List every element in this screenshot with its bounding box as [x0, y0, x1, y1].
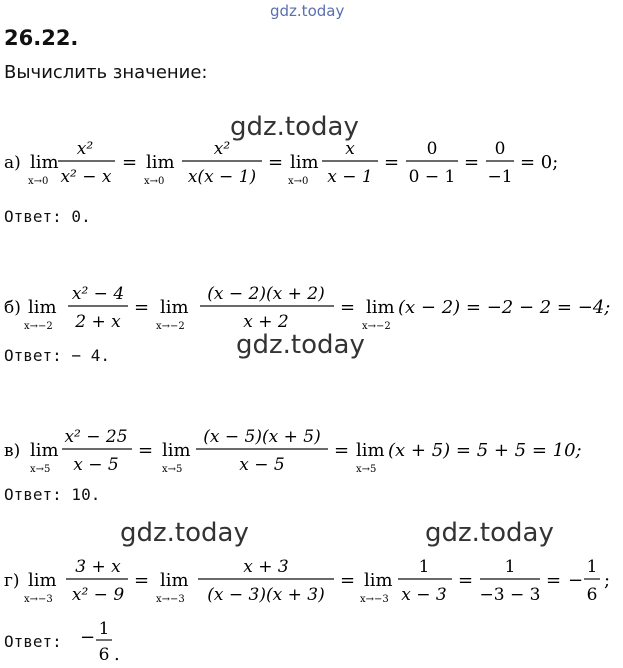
lim-under-a-3: x→0: [288, 176, 309, 187]
lim-g-1: lim: [28, 570, 57, 591]
watermark-a: gdz.today: [230, 112, 359, 142]
svg-text:=: =: [340, 297, 356, 318]
lim-b-3: lim: [366, 297, 395, 318]
lim-under-g-3: x→−3: [360, 594, 389, 605]
svg-text:=: =: [122, 152, 138, 173]
frac-den-a-3: x − 1: [327, 167, 373, 187]
frac-num-g-2: x + 3: [243, 557, 289, 577]
frac-den-v-2: x − 5: [239, 455, 285, 475]
lim-under-g-1: x→−3: [24, 594, 53, 605]
lim-g-3: lim: [364, 570, 393, 591]
frac-den-g-1: x² − 9: [71, 585, 125, 605]
frac-den-a-5: −1: [487, 167, 513, 187]
answer-a: Ответ: 0.: [4, 207, 91, 226]
lim-a-3: lim: [290, 152, 319, 173]
svg-text:=: =: [340, 570, 356, 591]
watermark-g-right: gdz.today: [425, 518, 554, 548]
answer-g-num: 1: [98, 619, 110, 639]
svg-text:=: =: [384, 152, 400, 173]
frac-den-b-1: 2 + x: [75, 312, 121, 332]
svg-text:=: =: [464, 152, 480, 173]
part-label-g: г): [4, 571, 20, 591]
frac-num-g-4: 1: [504, 557, 516, 577]
frac-den-g-3: x − 3: [401, 585, 447, 605]
problem-number: 26.22.: [4, 26, 79, 50]
frac-num-v-1: x² − 25: [64, 427, 128, 447]
lim-under-v-3: x→5: [356, 464, 377, 475]
frac-num-a-3: x: [345, 139, 355, 159]
equation-b: [0, 275, 623, 345]
lim-under-g-2: x→−3: [156, 594, 185, 605]
lim-under-a-2: x→0: [144, 176, 165, 187]
lim-under-b-3: x→−2: [362, 321, 391, 332]
frac-num-g-5: 1: [586, 557, 598, 577]
answer-v: Ответ: 10.: [4, 485, 101, 504]
answer-g: [4, 632, 62, 651]
svg-text:=: =: [138, 440, 154, 461]
lim-under-v-2: x→5: [162, 464, 183, 475]
lim-under-b-2: x→−2: [156, 321, 185, 332]
answer-g-fraction: [76, 616, 126, 668]
frac-den-b-2: x + 2: [243, 312, 289, 332]
frac-den-a-1: x² − x: [60, 167, 112, 187]
part-label-v: в): [4, 441, 21, 461]
watermark-b: gdz.today: [236, 330, 365, 360]
frac-den-v-1: x − 5: [73, 455, 119, 475]
svg-text:.: .: [114, 644, 120, 665]
frac-num-a-5: 0: [494, 139, 506, 159]
answer-g-den: 6: [98, 645, 110, 665]
frac-num-g-3: 1: [418, 557, 430, 577]
result-v: (x + 5) = 5 + 5 = 10;: [388, 440, 582, 461]
result-a: = 0;: [520, 152, 559, 173]
frac-num-a-4: 0: [426, 139, 438, 159]
result-b: (x − 2) = −2 − 2 = −4;: [398, 297, 611, 318]
frac-num-v-2: (x − 5)(x + 5): [203, 427, 321, 447]
svg-text:=: =: [134, 297, 150, 318]
frac-num-b-2: (x − 2)(x + 2): [207, 284, 325, 304]
watermark-top: gdz.today: [270, 2, 345, 20]
lim-a-1: lim: [30, 152, 59, 173]
frac-num-a-2: x²: [213, 139, 231, 159]
part-label-b: б): [4, 298, 21, 318]
part-label-a: а): [4, 153, 21, 173]
lim-g-2: lim: [160, 570, 189, 591]
svg-text:=: =: [268, 152, 284, 173]
lim-a-2: lim: [146, 152, 175, 173]
frac-den-a-4: 0 − 1: [408, 167, 456, 187]
svg-text:=: =: [334, 440, 350, 461]
lim-b-1: lim: [28, 297, 57, 318]
svg-text:−: −: [568, 570, 584, 591]
equation-a: [0, 130, 623, 200]
lim-v-3: lim: [356, 440, 385, 461]
svg-text:=: =: [458, 570, 474, 591]
lim-under-v-1: x→5: [30, 464, 51, 475]
svg-text:−: −: [80, 627, 96, 648]
lim-v-1: lim: [30, 440, 59, 461]
svg-text:=: =: [134, 570, 150, 591]
result-g: ;: [604, 570, 611, 591]
frac-den-a-2: x(x − 1): [187, 167, 257, 187]
svg-text:=: =: [546, 570, 562, 591]
answer-b: Ответ: − 4.: [4, 346, 110, 365]
frac-num-b-1: x² − 4: [71, 284, 125, 304]
frac-den-g-5: 6: [586, 585, 598, 605]
frac-den-g-4: −3 − 3: [479, 585, 541, 605]
instruction-text: Вычислить значение:: [4, 62, 208, 83]
equation-g: [0, 548, 623, 618]
frac-den-g-2: (x − 3)(x + 3): [207, 585, 325, 605]
lim-b-2: lim: [160, 297, 189, 318]
watermark-g-left: gdz.today: [120, 518, 249, 548]
frac-num-a-1: x²: [76, 139, 94, 159]
answer-g-label: Ответ:: [4, 632, 62, 651]
lim-under-a-1: x→0: [28, 176, 49, 187]
equation-v: [0, 418, 623, 488]
frac-num-g-1: 3 + x: [75, 557, 121, 577]
lim-v-2: lim: [162, 440, 191, 461]
lim-under-b-1: x→−2: [24, 321, 53, 332]
